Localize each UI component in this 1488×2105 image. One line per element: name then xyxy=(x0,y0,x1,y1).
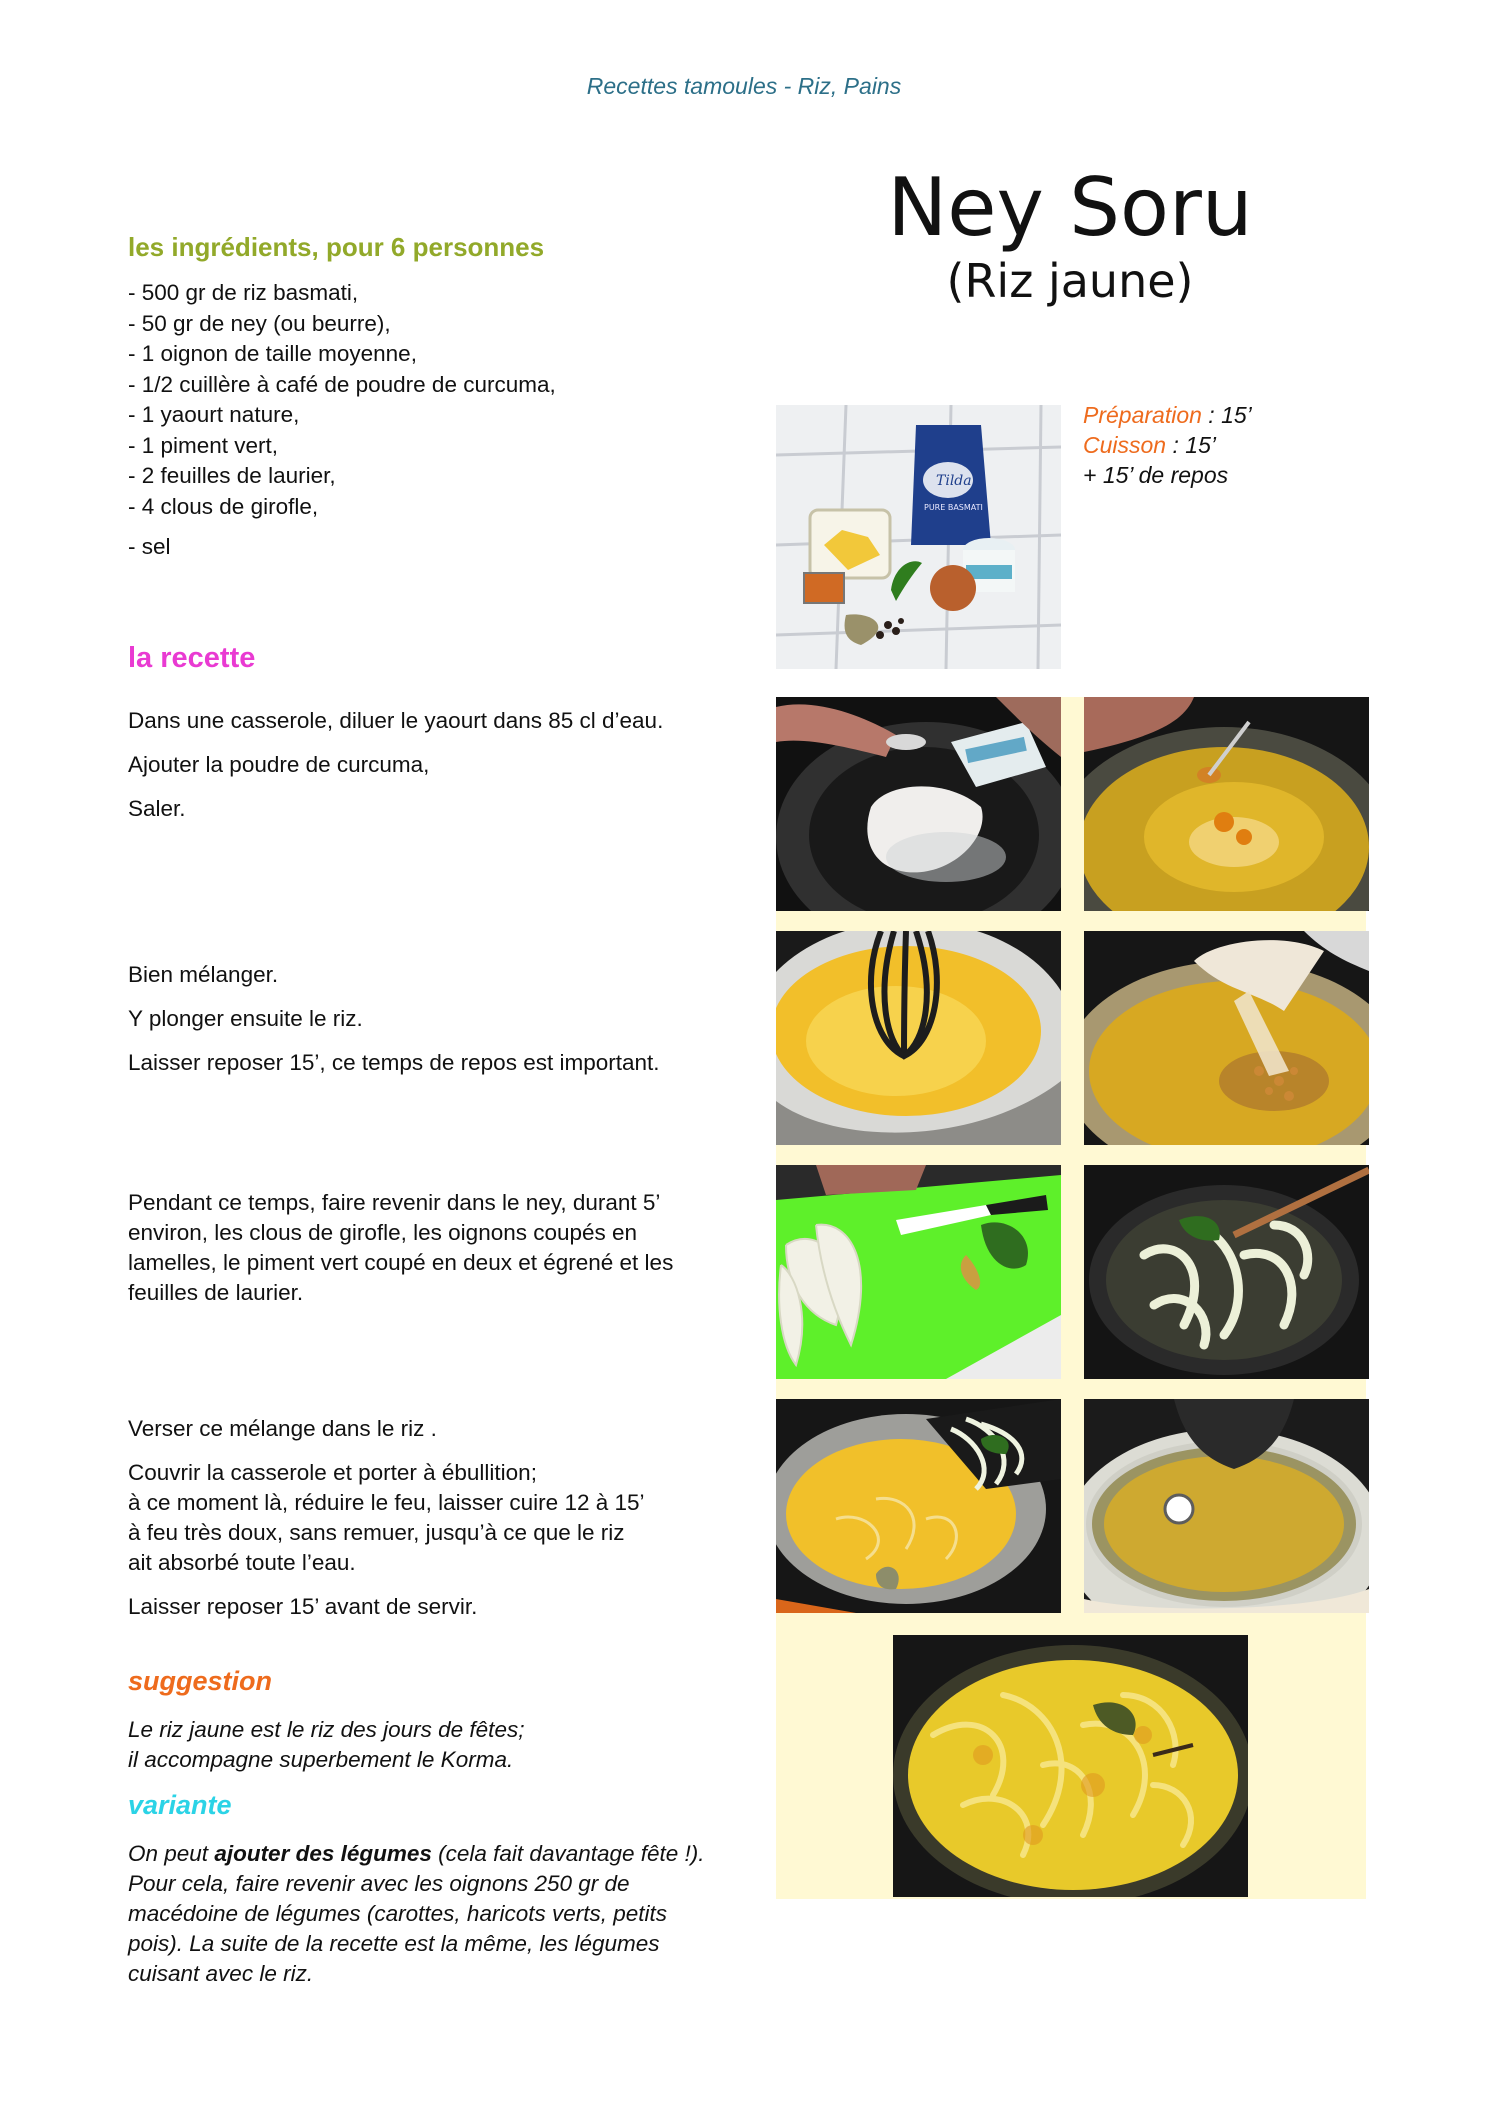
suggestion-text xyxy=(128,1715,728,1775)
step-photo-whisk xyxy=(776,931,1061,1145)
recipe-steps-heading: la recette xyxy=(128,642,256,674)
step-text: Ajouter la poudre de curcuma, xyxy=(128,752,430,777)
suggestion-heading: suggestion xyxy=(128,1666,273,1696)
product-brand: Tilda xyxy=(936,473,972,489)
ingredient-item: - 1 yaourt nature, xyxy=(128,402,300,427)
rest-line: + 15’ de repos xyxy=(1083,462,1229,488)
step-4-text xyxy=(128,1414,768,1636)
product-label: PURE BASMATI xyxy=(924,503,983,512)
recipe-title: Ney Soru xyxy=(887,161,1253,254)
suggestion-line: il accompagne superbement le Korma. xyxy=(128,1747,514,1772)
ingredient-item: - 2 feuilles de laurier, xyxy=(128,463,336,488)
step-text: Pendant ce temps, faire revenir dans le ney, durant 5’ environ, les clous de girofle, les oignons coupés en lamelles, le piment vert coupé en deux et égrené et les feuilles de laurier. xyxy=(128,1190,674,1305)
ingredient-item: - 500 gr de riz basmati, xyxy=(128,280,359,305)
final-dish-photo xyxy=(893,1635,1248,1897)
variante-heading: variante xyxy=(128,1790,232,1820)
step-photo-mixing xyxy=(776,1399,1061,1613)
ingredient-item: - 1 piment vert, xyxy=(128,432,279,458)
ingredient-item: - sel xyxy=(128,534,171,559)
ingredients-list xyxy=(128,278,728,563)
ingredient-item: - 1 oignon de taille moyenne, xyxy=(128,341,417,366)
step-text: Laisser reposer 15’, ce temps de repos est important. xyxy=(128,1050,660,1075)
step-line: à feu très doux, sans remuer, jusqu’à ce que le riz xyxy=(128,1520,625,1545)
step-photo-yogurt xyxy=(776,697,1061,911)
step-text: Verser ce mélange dans le riz . xyxy=(128,1416,437,1441)
variante-text xyxy=(128,1839,720,1989)
step-line: ait absorbé toute l’eau. xyxy=(128,1550,356,1575)
prep-label: Préparation xyxy=(1083,402,1202,428)
step-line: à ce moment là, réduire le feu, laisser cuire 12 à 15’ xyxy=(128,1490,645,1515)
step-text: Saler. xyxy=(128,796,186,821)
variante-text-part: On peut xyxy=(128,1841,215,1866)
step-text: Y plonger ensuite le riz. xyxy=(128,1006,363,1031)
suggestion-line: Le riz jaune est le riz des jours de fêtes; xyxy=(128,1717,525,1742)
prep-value: : 15’ xyxy=(1201,402,1252,428)
step-text: Dans une casserole, diluer le yaourt dans 85 cl d’eau. xyxy=(128,708,664,733)
ingredient-item: - 1/2 cuillère à café de poudre de curcuma, xyxy=(128,371,556,397)
step-photo-frying xyxy=(1084,1165,1369,1379)
step-2-text xyxy=(128,960,768,1092)
step-photo-covered xyxy=(1084,1399,1369,1613)
step-photo-cutting xyxy=(776,1165,1061,1379)
recipe-subtitle: (Riz jaune) xyxy=(946,254,1194,308)
page-header-category: Recettes tamoules - Riz, Pains xyxy=(586,73,902,99)
step-3-text xyxy=(128,1188,720,1322)
ingredient-item: - 50 gr de ney (ou beurre), xyxy=(128,310,391,336)
cook-label: Cuisson xyxy=(1083,432,1167,458)
ingredient-item: - 4 clous de girofle, xyxy=(128,493,319,519)
variante-text-part: (cela fait davantage fête !). Pour cela, faire revenir avec les oignons 250 gr de macédoine de légumes (carottes, haricots verts, petits pois). La suite de la recette est la même, les légumes cuisant avec le riz. xyxy=(128,1841,705,1986)
ingredients-heading: les ingrédients, pour 6 personnes xyxy=(128,232,545,262)
cook-value: : 15’ xyxy=(1166,432,1216,458)
step-text: Bien mélanger. xyxy=(128,962,279,987)
step-photo-rice-pour xyxy=(1084,931,1369,1145)
step-photo-curcuma xyxy=(1084,697,1369,911)
step-line: Couvrir la casserole et porter à ébullition; xyxy=(128,1460,537,1485)
step-text: Laisser reposer 15’ avant de servir. xyxy=(128,1594,478,1619)
ingredients-photo xyxy=(776,405,1061,669)
step-text xyxy=(128,1458,768,1578)
timing-block xyxy=(1083,400,1383,490)
step-1-text xyxy=(128,706,688,838)
variante-text-bold: ajouter des légumes xyxy=(214,1841,432,1866)
